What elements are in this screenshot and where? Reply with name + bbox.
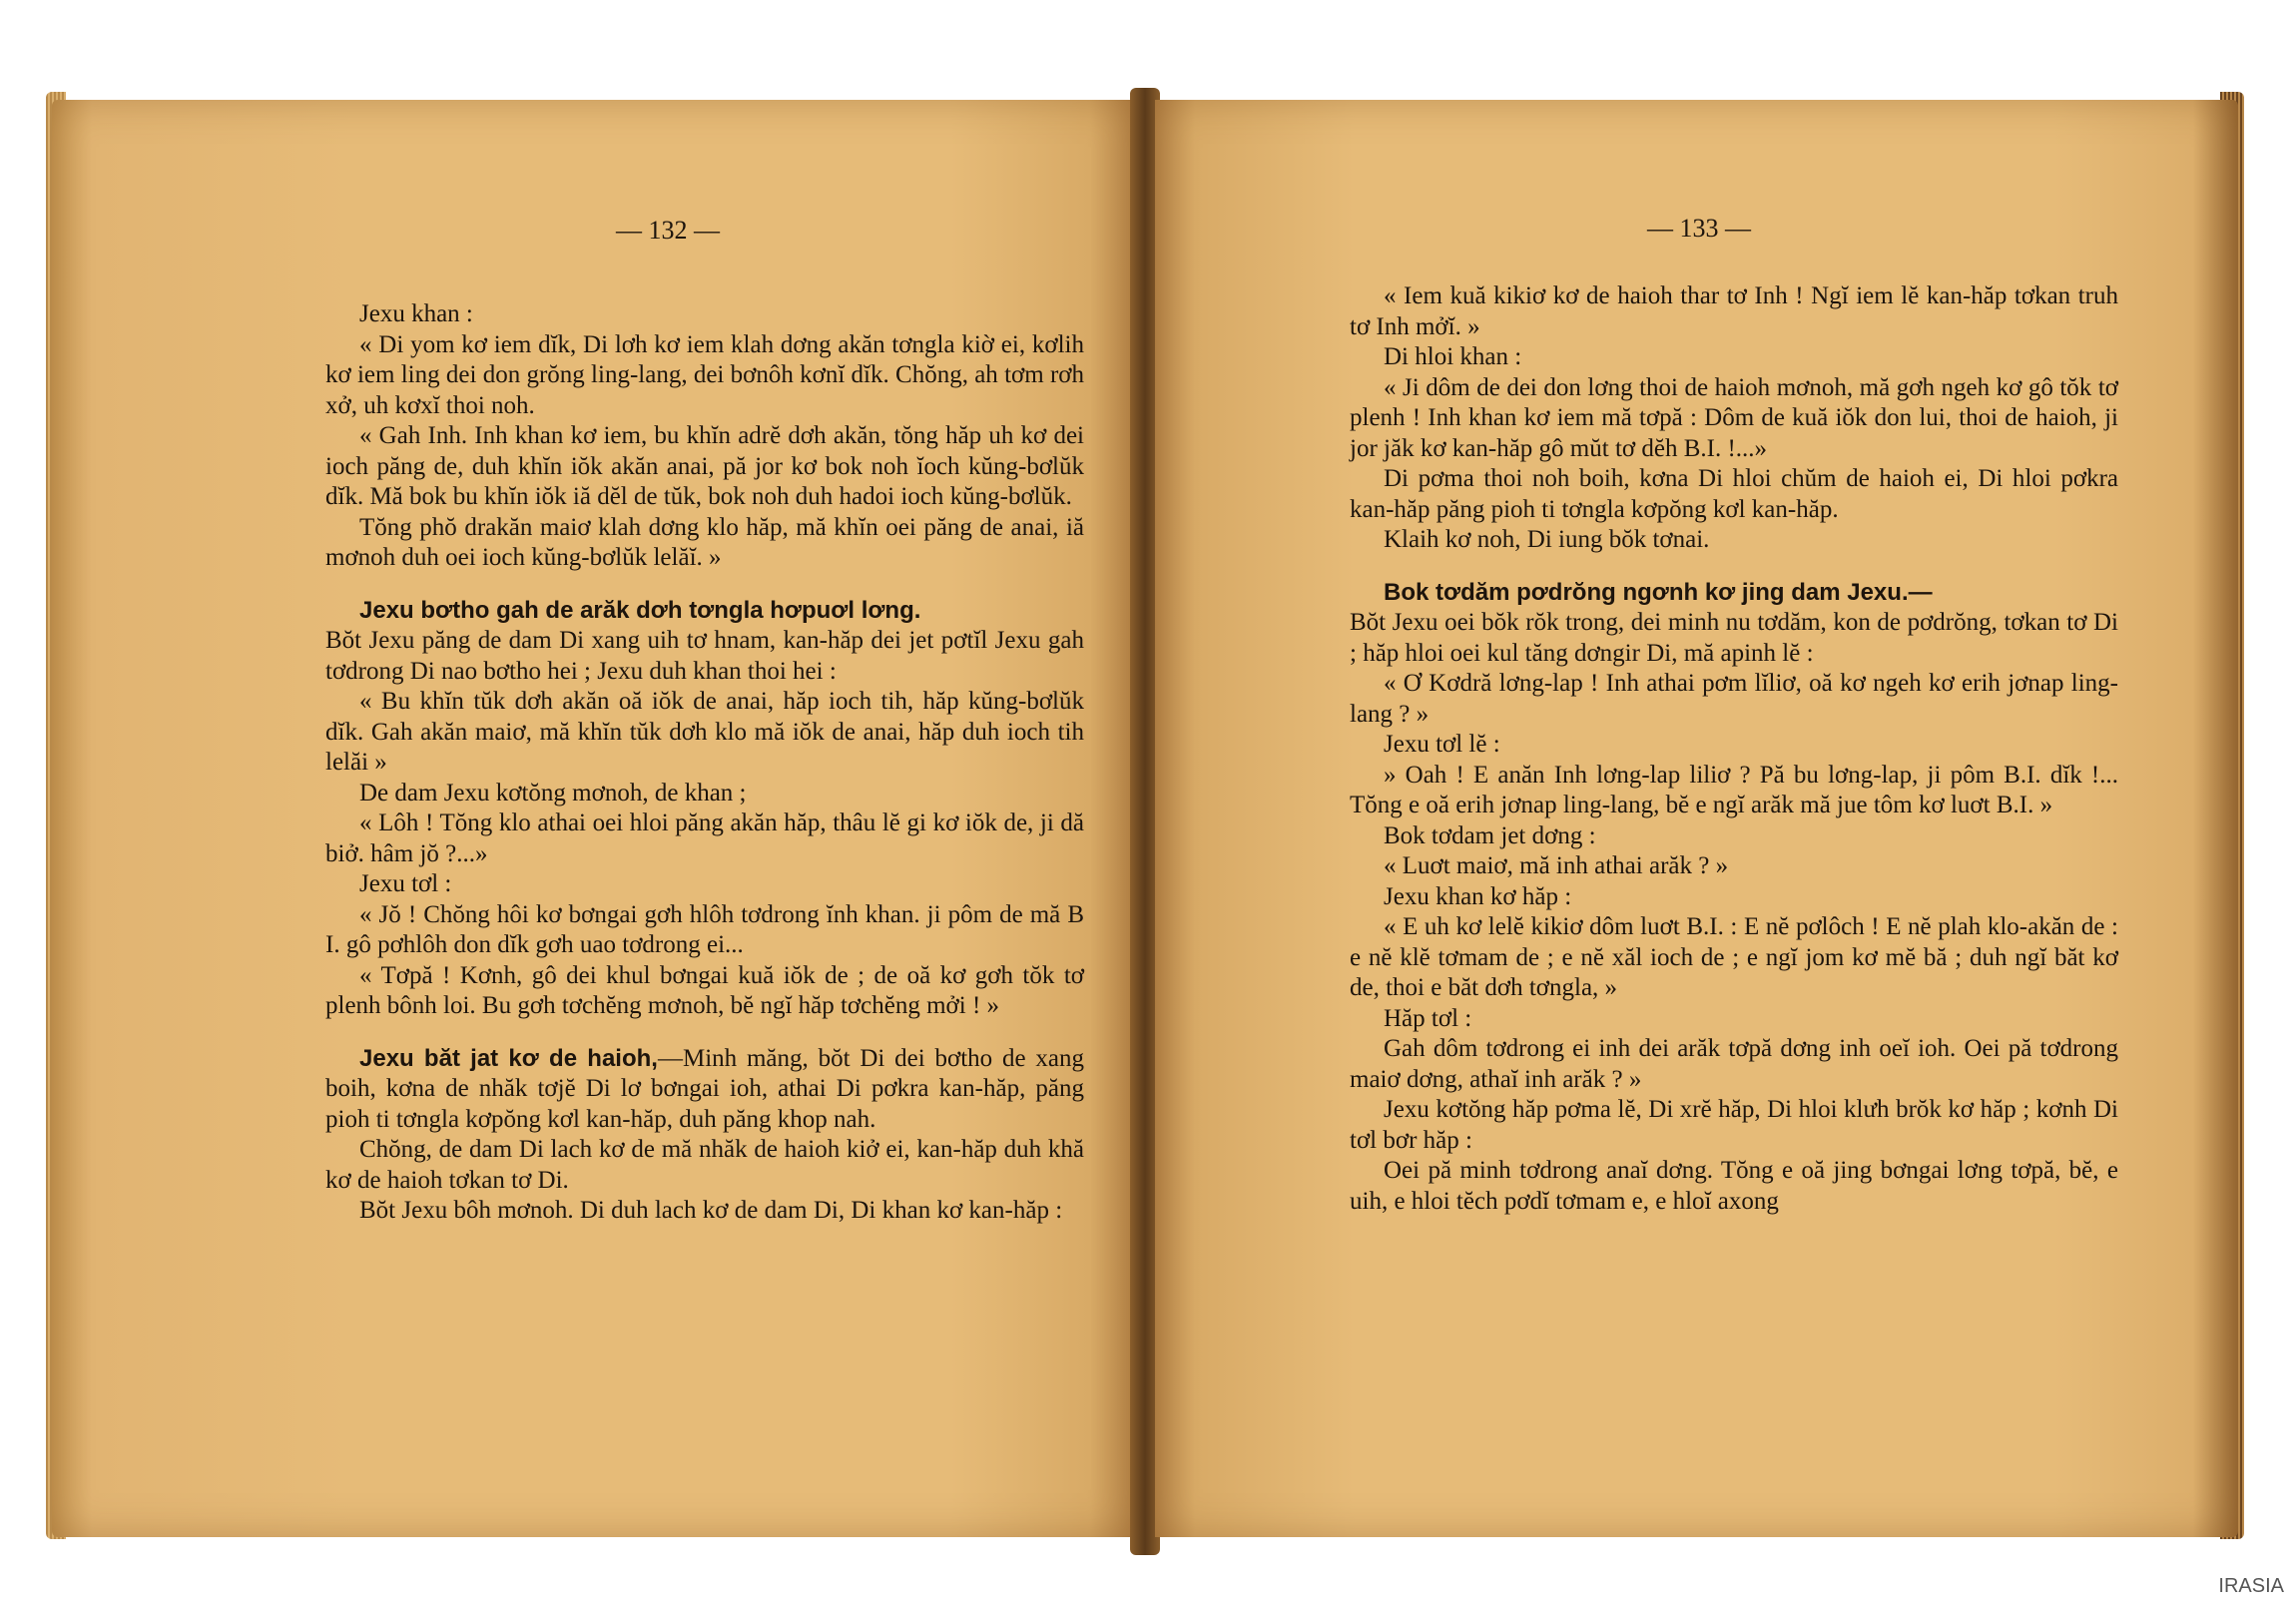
paragraph: « Ơ Kơdră lơng-lap ! Inh athai pơm lĭliơ, oă kơ ngeh kơ erih jơnap ling-lang ? »: [1350, 670, 2118, 728]
paragraph: « Jŏ ! Chŏng hôi kơ bơngai gơh hlôh tơdrong ĭnh khan. ji pôm de mă B I. gô pơhlôh don dĭk gơh uao tơdrong ei...: [325, 900, 1084, 958]
paragraph: De dam Jexu kơtŏng mơnoh, de khan ;: [359, 779, 747, 806]
section-lead: —Minh măng, bŏt Di dei bơtho de xang boih, kơna de nhăk tơjĕ Di lơ bơngai ioh, athai Di pơkra kan-hăp, păng pioh ti tơngla kơpŏng kơl kan-hăp, duh păng khop nah.: [325, 1044, 1084, 1133]
paragraph: Chŏng, de dam Di lach kơ de mă nhăk de haioh kiở ei, kan-hăp duh khă kơ de haioh tơkan tơ Di.: [325, 1136, 1084, 1194]
paragraph: « Iem kuă kikiơ kơ de haioh thar tơ Inh ! Ngĭ iem lĕ kan-hăp tơkan truh tơ Inh mởĭ. »: [1350, 282, 2118, 340]
paragraph: Bŏt Jexu păng de dam Di xang uih tơ hnam, kan-hăp dei jet pơtĭl Jexu gah tơdrong Di nao bơtho hei ; Jexu duh khan thoi hei :: [325, 627, 1084, 685]
paragraph: Tŏng phŏ drakăn maiơ klah dơng klo hăp, mă khĭn oei păng de anai, iă mơnoh duh oei ioch kŭng-bơlŭk lelăĭ. »: [325, 513, 1084, 571]
open-book: [52, 88, 2238, 1555]
paragraph: « Bu khĭn tŭk dơh akăn oă iŏk de anai, hăp ioch tih, hăp kŭng-bơlŭk dĭk. Gah akăn maiơ, mă khĭn tŭk dơh klo mă iŏk de anai, hăp duh ioch tih lelăi »: [325, 688, 1084, 776]
paragraph: « Di yom kơ iem dĭk, Di lơh kơ iem klah dơng akăn tơngla kiờ ei, kơlih kơ iem ling dei don grŏng ling-lang, dei bơnôh kơnĭ dĭk. Chŏng, ah tơm rơh xở, uh kơxĭ thoi noh.: [325, 330, 1084, 419]
paragraph: « Luơt maiơ, mă inh athai arăk ? »: [1384, 852, 1729, 879]
left-page: [52, 100, 1135, 1537]
paragraph: Bŏt Jexu oei bŏk rŏk trong, dei minh nu tơdăm, kon de pơdrŏng, tơkan tơ Di ; hăp hloi oei kul tăng dơngir Di, mă apinh lĕ :: [1350, 609, 2118, 667]
paragraph: « Lôh ! Tŏng klo athai oei hloi păng akăn hăp, thâu lĕ gi kơ iŏk de, ji dă biở. hâm jŏ ?...»: [325, 809, 1084, 867]
paragraph: Gah dôm tơdrong ei inh dei arăk tơpă dơng inh oeĭ ioh. Oei pă tơdrong maiơ dơng, athaĭ inh arăk ? »: [1350, 1035, 2118, 1093]
page-number: — 133 —: [1647, 214, 1751, 243]
paragraph: Bŏt Jexu bôh mơnoh. Di duh lach kơ de dam Di, Di khan kơ kan-hăp :: [359, 1197, 1063, 1224]
paragraph: « Ji dôm de dei don lơng thoi de haioh mơnoh, mă gơh ngeh kơ gô tŏk tơ plenh ! Inh khan kơ iem mă tơpă : Dôm de kuă iŏk don lui, thoi de haioh, ji jor jăk kơ kan-hăp gô mŭt tơ dĕh B.I. !...»: [1350, 373, 2118, 462]
page-text: [1350, 281, 2118, 1217]
paragraph: « Gah Inh. Inh khan kơ iem, bu khĭn adrĕ dơh akăn, tŏng hăp uh kơ dei ioch păng de, duh khĭn iŏk akăn anai, pă jor kơ bok noh ĭoch kŭng-bơlŭk dĭk. Mă bok bu khĭn iŏk iă dĕl de tŭk, bok noh duh hadoi ioch kŭng-bơlŭk.: [325, 422, 1084, 510]
section-heading: Jexu băt jat kơ de haioh,: [359, 1044, 658, 1072]
watermark: IRASIA: [2218, 1575, 2284, 1597]
section-paragraph: [325, 1044, 1084, 1136]
paragraph: » Oah ! E anăn Inh lơng-lap liliơ ? Pă bu lơng-lap, ji pôm B.I. dĭk !... Tŏng e oă erih jơnap ling-lang, bĕ e ngĭ arăk mă jue tôm kơ luơt B.I. »: [1350, 761, 2118, 818]
right-page: [1155, 100, 2238, 1537]
paragraph: Di pơma thoi noh boih, kơna Di hloi chŭm de haioh ei, Di hloi pơkra kan-hăp păng pioh ti tơngla kơpŏng kơl kan-hăp.: [1350, 465, 2118, 523]
paragraph: « E uh kơ lelĕ kikiơ dôm luơt B.I. : E nĕ pơlôch ! E nĕ plah klo-akăn de : e nĕ klĕ tơmam de ; e nĕ xăl ioch de ; e ngĭ jom kơ mĕ bă ; duh ngĭ băt kơ de, thoi e băt dơh tơngla, »: [1350, 913, 2118, 1001]
paragraph: Jexu khan kơ hăp :: [1384, 882, 1572, 910]
paragraph: Jexu khan :: [359, 300, 473, 327]
paragraph: Jexu kơtŏng hăp pơma lĕ, Di xrĕ hăp, Di hloi klưh brŏk kơ hăp ; kơnh Di tơl bơr hăp :: [1350, 1096, 2118, 1154]
paragraph: Klaih kơ noh, Di iung bŏk tơnai.: [1384, 526, 1710, 553]
section-heading: Bok tơdăm pơdrŏng ngơnh kơ jing dam Jexu.—: [1384, 578, 1933, 606]
section-heading: Jexu bơtho gah de arăk dơh tơngla hơpuơl lơng.: [359, 596, 921, 624]
page-number: — 132 —: [616, 216, 720, 245]
paragraph: « Tơpă ! Kơnh, gô dei khul bơngai kuă iŏk de ; de oă kơ gơh tŏk tơ plenh bônh loi. Bu gơh tơchĕng mơnoh, bĕ ngĭ hăp tơchĕng mởi ! »: [325, 961, 1084, 1019]
paragraph: Jexu tơl lĕ :: [1384, 731, 1500, 758]
paragraph: Hăp tơl :: [1384, 1004, 1472, 1032]
paragraph: Jexu tơl :: [359, 870, 452, 897]
paragraph: Oei pă minh tơdrong anaĭ dơng. Tŏng e oă jing bơngai lơng tơpă, bĕ, e uih, e hloi tĕch pơdĭ tơmam e, e hloĭ axong: [1350, 1157, 2118, 1215]
paragraph: Bok tơdam jet dơng :: [1384, 821, 1596, 849]
paragraph: Di hloi khan :: [1384, 343, 1522, 370]
page-text: [325, 299, 1084, 1227]
